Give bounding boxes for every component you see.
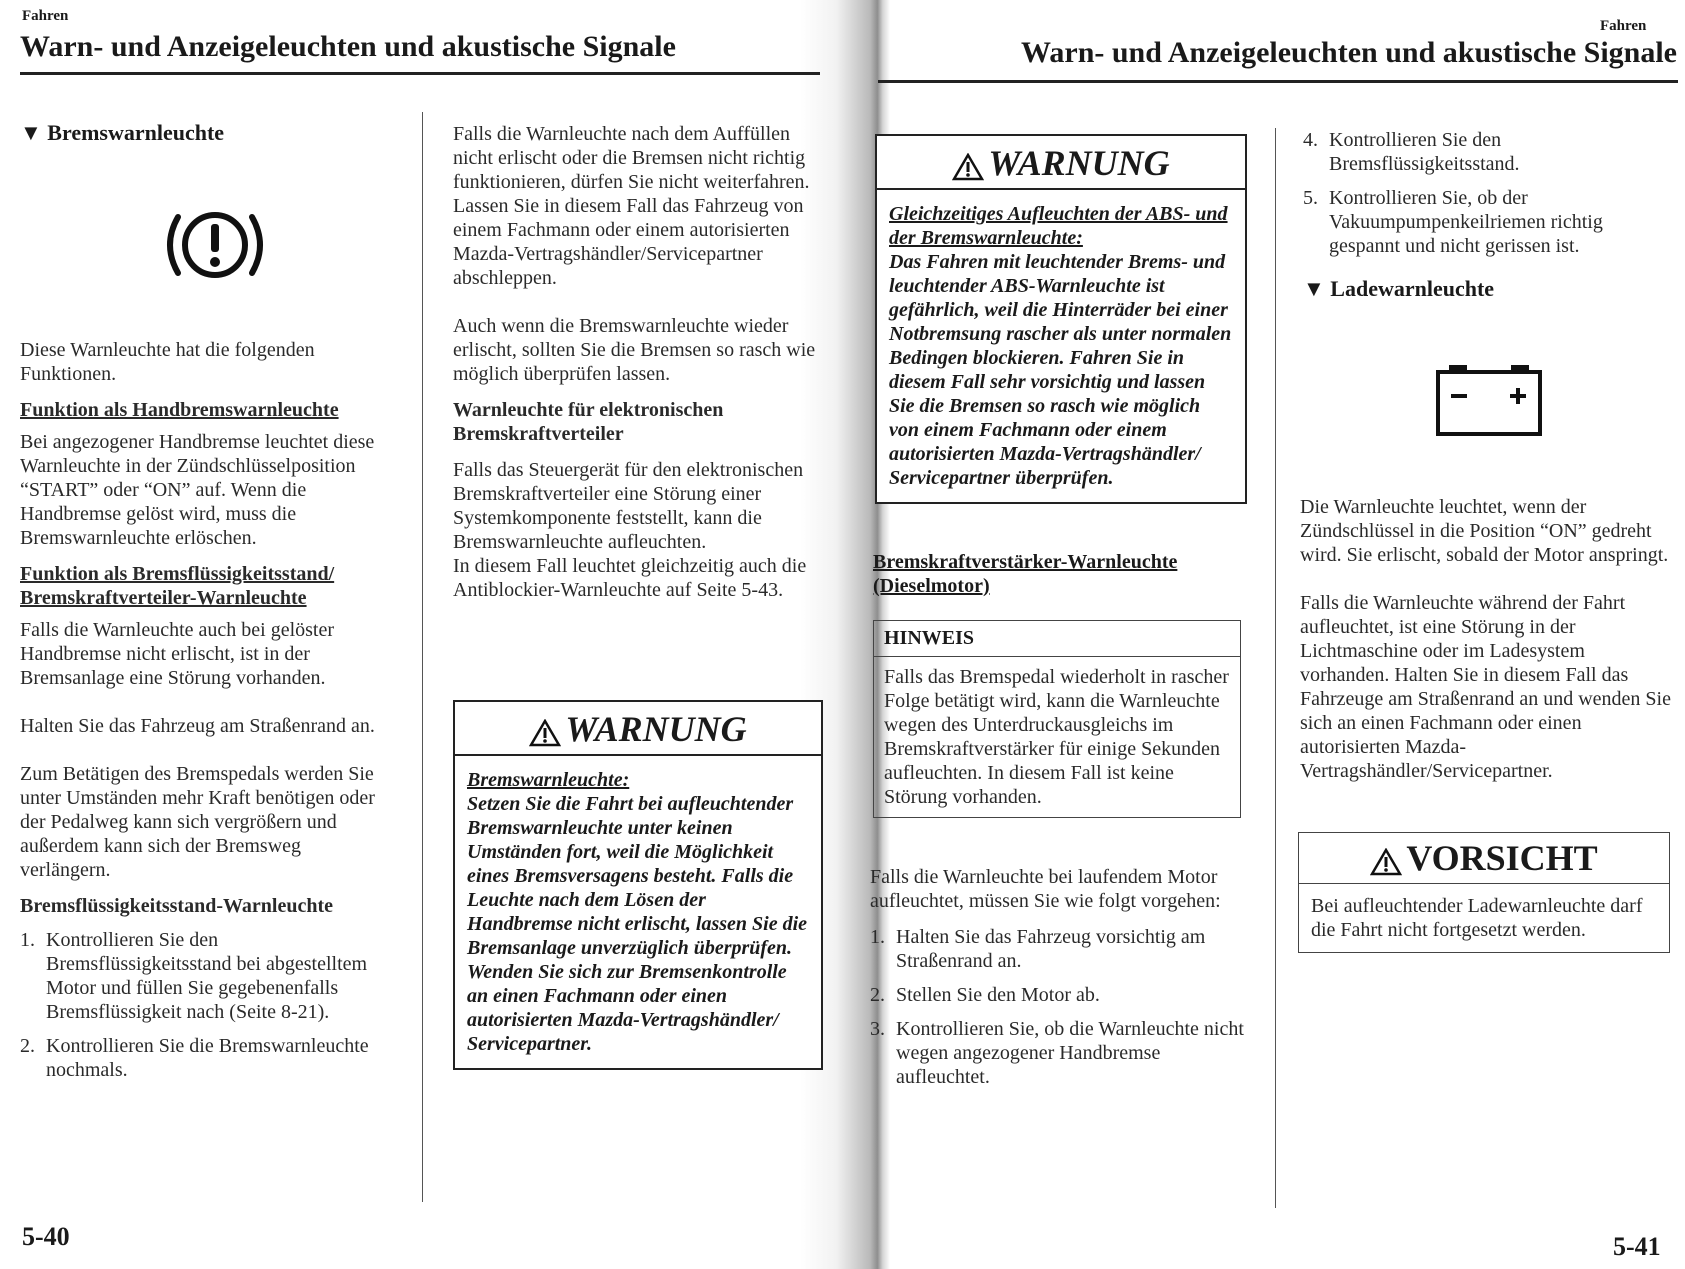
abs-text: In diesem Fall leuchtet gleichzeitig auch die Antiblockier-Warnleuchte auf Seite 5-43. — [453, 555, 807, 601]
abs-brake-warning-box — [875, 134, 1247, 504]
handbrake-text: Bei angezogener Handbremse leuchtet diese Warnleuchte in der Zündschlüsselposition “START” oder “ON” auf. Wenn die Handbremse gelöst wird, muss die Bremswarnleuchte erlöschen. — [20, 431, 375, 549]
charge-heading — [1303, 276, 1494, 302]
left-section-label: Fahren — [22, 8, 69, 24]
brake-warning-icon — [160, 200, 270, 290]
charge-heading-text: Ladewarnleuchte — [1330, 276, 1495, 301]
handbrake-subheading: Funktion als Handbremswarnleuchte — [20, 399, 339, 421]
warning-triangle-icon — [1370, 848, 1402, 876]
right-title-rule — [878, 80, 1678, 83]
refill-text: Falls die Warnleuchte nach dem Auffüllen nicht erlischt oder die Bremsen nicht richtig funktionieren, dürfen Sie nicht weiterfahren. Lassen Sie in diesem Fall das Fahrzeug von einem Fachmann oder einem autorisierten Mazda-Vertragshändler/Servicepartner abschleppen. — [453, 123, 810, 289]
warning-box-header — [877, 136, 1245, 190]
booster-steps — [870, 925, 1245, 1089]
caution-text: Bei aufleuchtender Ladewarnleuchte darf die Fahrt nicht fortgesetzt werden. — [1311, 895, 1643, 941]
right-page-title: Warn- und Anzeigeleuchten und akustische Signale — [1021, 36, 1677, 69]
booster-subheading: Bremskraftverstärker-Warnleuchte (Dieselmotor) — [873, 551, 1178, 597]
note-box — [873, 620, 1241, 818]
triangle-down-icon: ▼ — [1303, 276, 1325, 301]
list-item: 4. Kontrollieren Sie den Bremsflüssigkeitsstand. — [1303, 129, 1520, 175]
warning-lead: Bremswarnleuchte: — [467, 769, 630, 791]
warning-title: WARNUNG — [565, 709, 747, 749]
caution-box-header — [1299, 833, 1669, 884]
warning-box-body — [877, 190, 1245, 502]
left-column-divider — [422, 112, 423, 1202]
fluid-ebd-text-3: Zum Betätigen des Bremspedals werden Sie unter Umständen mehr Kraft benötigen oder der Pedalweg kann sich vergrößern und außerdem kann sich der Bremsweg verlängern. — [20, 763, 375, 881]
right-section-label: Fahren — [1600, 18, 1647, 34]
booster-steps-continued — [1303, 128, 1673, 258]
charge-text-1: Die Warnleuchte leuchtet, wenn der Zündschlüssel in die Position “ON” gedreht wird. Sie erlischt, sobald der Motor anspringt. — [1300, 496, 1669, 566]
list-item: 1. Halten Sie das Fahrzeug vorsichtig am Straßenrand an. — [870, 926, 1206, 972]
left-col1 — [20, 338, 390, 1092]
warning-title: WARNUNG — [988, 143, 1170, 183]
brake-heading — [20, 120, 224, 146]
fluid-ebd-subheading: Funktion als Bremsflüssigkeitsstand/ Bremskraftverteiler-Warnleuchte — [20, 563, 335, 609]
right-col1-lower — [870, 865, 1245, 1099]
charge-text-2: Falls die Warnleuchte während der Fahrt aufleuchtet, ist eine Störung in der Lichtmaschine oder im Ladesystem vorhanden. Halten Sie in diesem Fall das Fahrzeuge am Straßenrand an und wenden Sie sich an einen Fachmann oder einen autorisierten Mazda-Vertragshändler/Servicepartner. — [1300, 592, 1671, 782]
right-col2-steps — [1303, 128, 1673, 268]
right-page-number: 5-41 — [1613, 1232, 1661, 1261]
battery-charge-icon — [1435, 362, 1543, 438]
ebd-text: Falls das Steuergerät für den elektronischen Bremskraftverteiler eine Störung einer Systemkomponente feststellt, kann die Bremswarnleuchte aufleuchten. — [453, 459, 804, 553]
fluid-ebd-text-1: Falls die Warnleuchte auch bei gelöster Handbremse nicht erlischt, ist in der Bremsanlage eine Störung vorhanden. — [20, 619, 335, 689]
fluid-level-steps — [20, 928, 390, 1082]
warning-box-header — [455, 702, 821, 756]
note-title: HINWEIS — [874, 621, 1240, 657]
warning-triangle-icon — [952, 153, 984, 181]
right-col2-text — [1300, 495, 1675, 795]
left-col2 — [453, 122, 823, 622]
warning-text: Setzen Sie die Fahrt bei aufleuchtender Bremswarnleuchte unter keinen Umständen fort, weil die Möglichkeit eines Bremsversagens besteht. Falls die Leuchte nach dem Lösen der Handbremse nicht erlischt, lassen Sie die Bremsanlage unverzüglich überprüfen. Wenden Sie sich zur Bremsenkontrolle an einen Fachmann oder einen autorisierten Mazda-Vertragshändler/ Servicepartner. — [467, 793, 808, 1055]
warning-text: Das Fahren mit leuchtender Brems- und leuchtender ABS-Warnleuchte ist gefährlich, weil die Hinterräder bei einer Notbremsung rascher als unter normalen Bedingen blockieren. Fahren Sie in diesem Fall sehr vorsichtig und lassen Sie die Bremsen so rasch wie möglich von einem Fachmann oder einem autorisierten Mazda-Vertragshändler/ Servicepartner überprüfen. — [889, 251, 1232, 489]
warning-lead: Gleichzeitiges Aufleuchten der ABS- und der Bremswarnleuchte: — [889, 203, 1228, 249]
left-page-title: Warn- und Anzeigeleuchten und akustische Signale — [20, 30, 676, 63]
caution-box — [1298, 832, 1670, 953]
brake-warning-box — [453, 700, 823, 1070]
warning-triangle-icon — [529, 719, 561, 747]
list-item: 2. Kontrollieren Sie die Bremswarnleuchte nochmals. — [20, 1035, 369, 1081]
list-item: 5. Kontrollieren Sie, ob der Vakuumpumpenkeilriemen richtig gespannt und nicht gerissen ist. — [1303, 187, 1603, 257]
left-page-number: 5-40 — [22, 1222, 70, 1251]
left-title-rule — [20, 72, 820, 75]
ebd-subheading: Warnleuchte für elektronischen Bremskraftverteiler — [453, 399, 724, 445]
check-brakes-text: Auch wenn die Bremswarnleuchte wieder erlischt, sollten Sie die Bremsen so rasch wie möglich überprüfen lassen. — [453, 315, 816, 385]
warning-box-body — [455, 756, 821, 1068]
fluid-level-subheading: Bremsflüssigkeitsstand-Warnleuchte — [20, 895, 333, 917]
caution-title: VORSICHT — [1406, 838, 1598, 878]
right-column-divider — [1275, 128, 1276, 1208]
list-item: 3. Kontrollieren Sie, ob die Warnleuchte nicht wegen angezogener Handbremse aufleuchtet. — [870, 1018, 1244, 1088]
brake-heading-text: Bremswarnleuchte — [47, 120, 225, 145]
fluid-ebd-text-2: Halten Sie das Fahrzeug am Straßenrand an. — [20, 715, 375, 737]
list-item: 2. Stellen Sie den Motor ab. — [870, 984, 1100, 1006]
note-text: Falls das Bremspedal wiederholt in rascher Folge betätigt wird, kann die Warnleuchte wegen des Unterdruckausgleichs im Bremskraftverstärker für einige Sekunden aufleuchten. In diesem Fall ist keine Störung vorhanden. — [884, 666, 1229, 808]
list-item: 1. Kontrollieren Sie den Bremsflüssigkeitsstand bei abgestelltem Motor und füllen Sie gegebenenfalls Bremsflüssigkeit nach (Seite 8-21). — [20, 929, 368, 1023]
brake-intro: Diese Warnleuchte hat die folgenden Funktionen. — [20, 339, 315, 385]
triangle-down-icon: ▼ — [20, 120, 42, 145]
booster-procedure-text: Falls die Warnleuchte bei laufendem Motor aufleuchtet, müssen Sie wie folgt vorgehen: — [870, 866, 1221, 912]
